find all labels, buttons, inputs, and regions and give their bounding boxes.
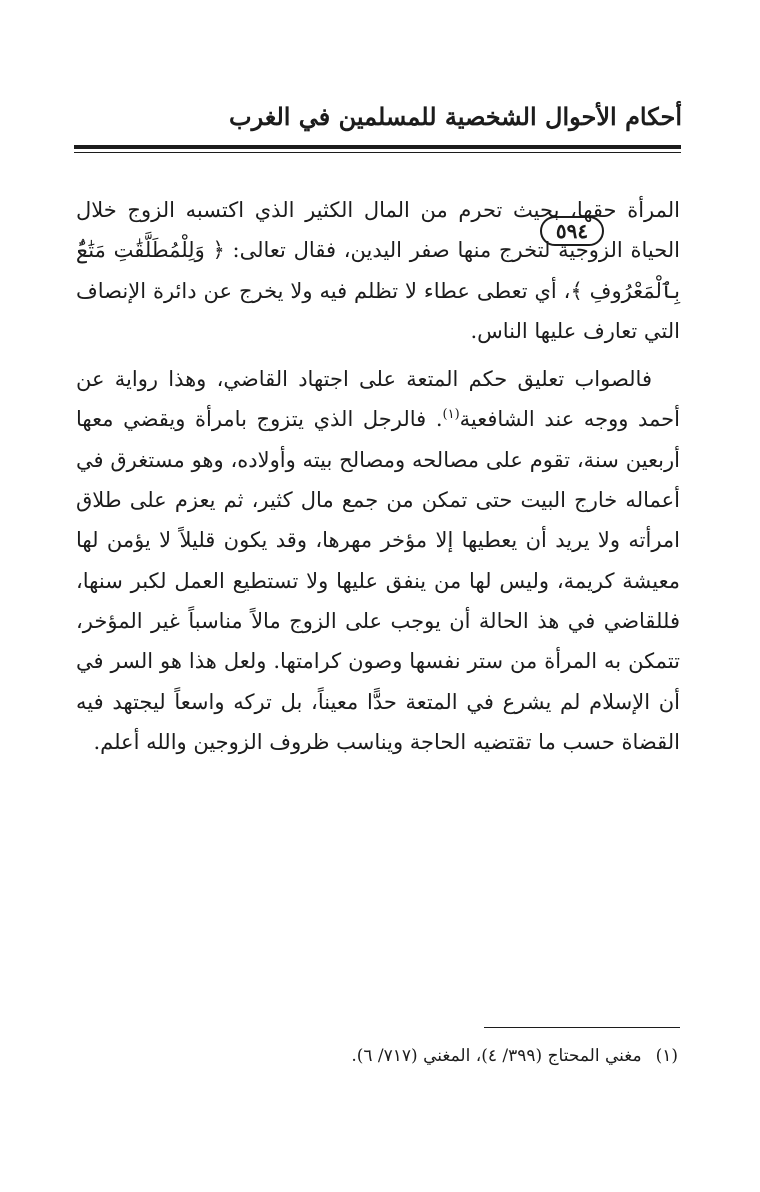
paragraph-2-start: فالصواب تعليق حكم المتعة على اجتهاد القاضي، وهذا رواية عن أحمد ووجه عند الشافعية — [76, 367, 680, 432]
body-text — [76, 190, 680, 770]
running-title: أحكام الأحوال الشخصية للمسلمين في الغرب — [229, 102, 682, 131]
header-rule-thick — [74, 145, 681, 149]
paragraph-2-rest: . فالرجل الذي يتزوج بامرأة ويقضي معها أربعين سنة، تقوم على مصالحه ومصالح بيته وأولاده، وهو مستغرق في أعماله خارج البيت حتى تمكن من جمع مال كثير، ثم يعزم على طلاق امرأته ولا يريد أن يعطيها إلا مؤخر مهرها، وقد يكون قليلاً لا يؤمن لها معيشة كريمة، وليس لها من ينفق عليها ولا تستطيع العمل لكبر سنها، فللقاضي في هذ الحالة أن يوجب على الزوج مالاً مناسباً غير المؤخر، تتمكن به المرأة من ستر نفسها وصون كرامتها. ولعل هذا هو السر في أن الإسلام لم يشرع في المتعة حدًّا معيناً، بل تركه واسعاً ليجتهد فيه القضاة حسب ما تقتضيه الحاجة ويناسب ظروف الزوجين والله أعلم. — [76, 407, 680, 754]
header-rule-thin — [74, 152, 681, 153]
footnote-separator — [484, 1027, 680, 1028]
page-number: ٥٩٤ — [540, 216, 604, 246]
footnote-number: (١) — [655, 1046, 678, 1066]
footnote-reference: (١) — [442, 407, 460, 423]
footnote-1 — [351, 1046, 678, 1066]
footnote-text: مغني المحتاج (٣٩٩/ ٤)، المغني (٧١٧/ ٦). — [351, 1046, 642, 1066]
paragraph-2 — [76, 359, 680, 762]
paragraph-1: المرأة حقها، بحيث تحرم من المال الكثير الذي اكتسبه الزوج خلال الحياة الزوجية لتخرج منها صفر اليدين، فقال تعالى: ﴿ وَلِلْمُطَلَّقَٰتِ مَتَٰعٌۢ بِٱلْمَعْرُوفِ ﴾، أي تعطى عطاء لا تظلم فيه ولا يخرج عن دائرة الإنصاف التي تعارف عليها الناس. — [76, 198, 680, 343]
